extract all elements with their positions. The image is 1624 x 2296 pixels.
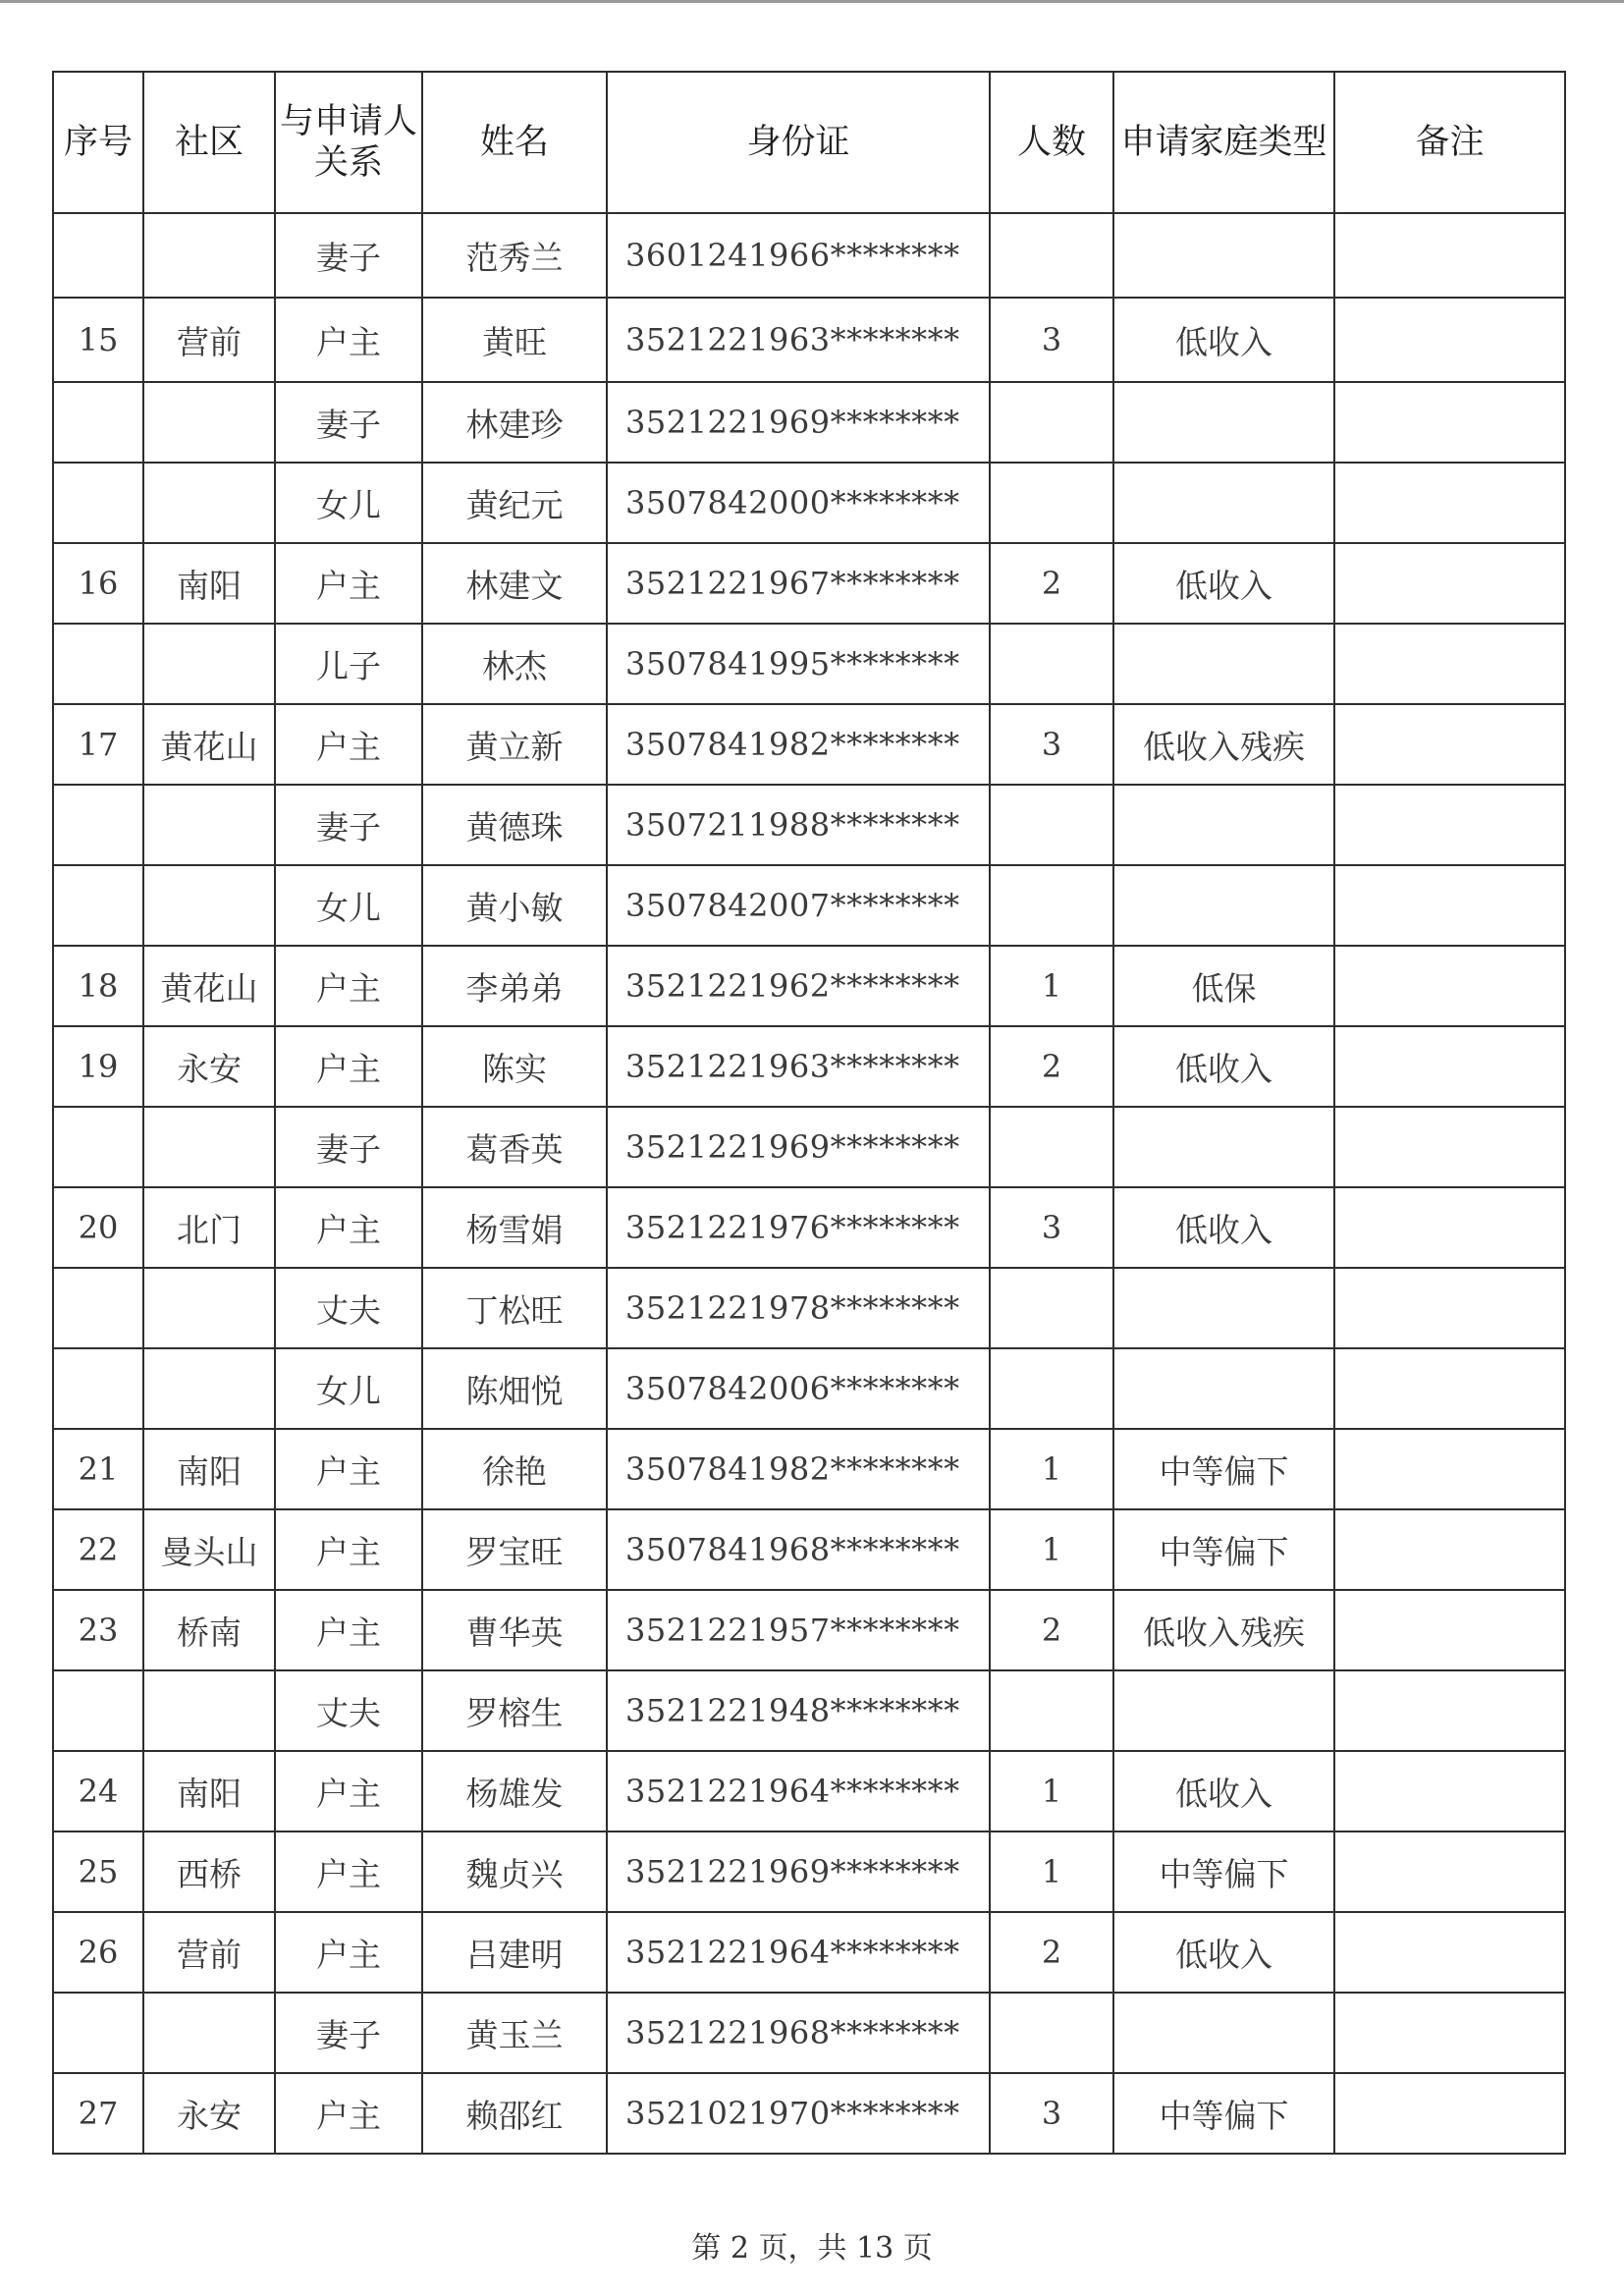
cell-community: [143, 624, 275, 704]
cell-seq: 18: [53, 946, 143, 1026]
cell-community: [143, 382, 275, 463]
cell-seq: 21: [53, 1429, 143, 1509]
cell-relation: 妻子: [275, 213, 422, 298]
cell-seq: [53, 1107, 143, 1187]
cell-seq: 23: [53, 1590, 143, 1670]
cell-remark: [1334, 382, 1565, 463]
cell-count: [990, 463, 1113, 543]
table-row: [53, 2073, 1565, 2154]
cell-count: 2: [990, 543, 1113, 624]
cell-seq: 19: [53, 1026, 143, 1107]
cell-name: 陈畑悦: [422, 1348, 607, 1429]
cell-community: 南阳: [143, 543, 275, 624]
cell-relation: 户主: [275, 298, 422, 382]
cell-name: 杨雪娟: [422, 1187, 607, 1268]
cell-relation: 户主: [275, 543, 422, 624]
cell-community: 黄花山: [143, 704, 275, 785]
cell-seq: 25: [53, 1831, 143, 1912]
cell-relation: 丈夫: [275, 1268, 422, 1348]
cell-family-type: [1113, 382, 1334, 463]
cell-seq: 15: [53, 298, 143, 382]
cell-name: 曹华英: [422, 1590, 607, 1670]
cell-relation: 户主: [275, 946, 422, 1026]
cell-id-card: 3521221957********: [607, 1590, 990, 1670]
cell-count: [990, 1993, 1113, 2073]
cell-seq: [53, 1670, 143, 1751]
cell-seq: [53, 1268, 143, 1348]
table-row: [53, 704, 1565, 785]
table-row: [53, 543, 1565, 624]
cell-count: 1: [990, 1751, 1113, 1831]
cell-id-card: 3507841968********: [607, 1509, 990, 1590]
table-row: [53, 1187, 1565, 1268]
header-family-type: 申请家庭类型: [1113, 72, 1334, 213]
cell-family-type: [1113, 213, 1334, 298]
cell-relation: 户主: [275, 1831, 422, 1912]
cell-seq: 24: [53, 1751, 143, 1831]
table-row: [53, 1348, 1565, 1429]
header-seq: 序号: [53, 72, 143, 213]
cell-name: 李弟弟: [422, 946, 607, 1026]
cell-seq: [53, 785, 143, 865]
cell-remark: [1334, 1670, 1565, 1751]
cell-seq: [53, 213, 143, 298]
table-row: [53, 1751, 1565, 1831]
cell-remark: [1334, 1268, 1565, 1348]
cell-count: 2: [990, 1912, 1113, 1993]
table-row: [53, 624, 1565, 704]
cell-remark: [1334, 1509, 1565, 1590]
cell-remark: [1334, 1187, 1565, 1268]
cell-remark: [1334, 946, 1565, 1026]
cell-relation: 户主: [275, 1751, 422, 1831]
cell-community: 南阳: [143, 1751, 275, 1831]
cell-remark: [1334, 1429, 1565, 1509]
cell-remark: [1334, 1993, 1565, 2073]
cell-family-type: 中等偏下: [1113, 1509, 1334, 1590]
cell-remark: [1334, 1751, 1565, 1831]
table-row: [53, 1509, 1565, 1590]
cell-count: 3: [990, 2073, 1113, 2154]
cell-id-card: 3507841995********: [607, 624, 990, 704]
cell-remark: [1334, 1831, 1565, 1912]
cell-name: 黄立新: [422, 704, 607, 785]
cell-family-type: [1113, 463, 1334, 543]
table-row: [53, 213, 1565, 298]
table-row: [53, 865, 1565, 946]
cell-remark: [1334, 1107, 1565, 1187]
header-id-card: 身份证: [607, 72, 990, 213]
cell-id-card: 3521221963********: [607, 1026, 990, 1107]
cell-relation: 妻子: [275, 382, 422, 463]
cell-family-type: 低收入残疾: [1113, 1590, 1334, 1670]
cell-remark: [1334, 463, 1565, 543]
cell-count: 1: [990, 1429, 1113, 1509]
cell-count: [990, 1670, 1113, 1751]
cell-id-card: 3521221978********: [607, 1268, 990, 1348]
table-row: [53, 1429, 1565, 1509]
cell-id-card: 3521221964********: [607, 1751, 990, 1831]
cell-name: 罗榕生: [422, 1670, 607, 1751]
cell-community: 南阳: [143, 1429, 275, 1509]
cell-name: 黄纪元: [422, 463, 607, 543]
cell-community: [143, 1268, 275, 1348]
cell-count: [990, 213, 1113, 298]
cell-count: 2: [990, 1590, 1113, 1670]
cell-count: 2: [990, 1026, 1113, 1107]
cell-relation: 女儿: [275, 1348, 422, 1429]
cell-id-card: 3507842007********: [607, 865, 990, 946]
cell-relation: 女儿: [275, 463, 422, 543]
cell-seq: [53, 463, 143, 543]
cell-remark: [1334, 298, 1565, 382]
cell-remark: [1334, 785, 1565, 865]
cell-remark: [1334, 213, 1565, 298]
applicant-roster-table: [52, 71, 1566, 2155]
cell-family-type: [1113, 865, 1334, 946]
cell-family-type: 低收入残疾: [1113, 704, 1334, 785]
cell-community: 营前: [143, 1912, 275, 1993]
cell-id-card: 3521221969********: [607, 382, 990, 463]
cell-community: 桥南: [143, 1590, 275, 1670]
cell-relation: 儿子: [275, 624, 422, 704]
cell-seq: 17: [53, 704, 143, 785]
cell-name: 罗宝旺: [422, 1509, 607, 1590]
cell-family-type: [1113, 1268, 1334, 1348]
cell-family-type: 低收入: [1113, 1751, 1334, 1831]
table-row: [53, 946, 1565, 1026]
cell-id-card: 3521221962********: [607, 946, 990, 1026]
cell-remark: [1334, 624, 1565, 704]
table-row: [53, 1831, 1565, 1912]
cell-community: [143, 213, 275, 298]
table-row: [53, 1107, 1565, 1187]
cell-seq: 20: [53, 1187, 143, 1268]
cell-community: 永安: [143, 2073, 275, 2154]
roster-body: [53, 213, 1565, 2154]
cell-family-type: 中等偏下: [1113, 1429, 1334, 1509]
cell-name: 吕建明: [422, 1912, 607, 1993]
cell-id-card: 3601241966********: [607, 213, 990, 298]
cell-seq: 22: [53, 1509, 143, 1590]
cell-id-card: 3521221969********: [607, 1107, 990, 1187]
cell-id-card: 3521021970********: [607, 2073, 990, 2154]
cell-family-type: [1113, 1993, 1334, 2073]
cell-seq: 27: [53, 2073, 143, 2154]
cell-id-card: 3521221968********: [607, 1993, 990, 2073]
cell-remark: [1334, 1026, 1565, 1107]
cell-family-type: [1113, 1670, 1334, 1751]
cell-remark: [1334, 543, 1565, 624]
cell-relation: 女儿: [275, 865, 422, 946]
cell-name: 黄玉兰: [422, 1993, 607, 2073]
cell-id-card: 3521221963********: [607, 298, 990, 382]
cell-name: 杨雄发: [422, 1751, 607, 1831]
cell-remark: [1334, 704, 1565, 785]
cell-relation: 户主: [275, 1187, 422, 1268]
cell-name: 黄德珠: [422, 785, 607, 865]
cell-seq: [53, 1993, 143, 2073]
cell-name: 黄小敏: [422, 865, 607, 946]
cell-family-type: [1113, 785, 1334, 865]
header-count: 人数: [990, 72, 1113, 213]
cell-id-card: 3521221969********: [607, 1831, 990, 1912]
cell-count: [990, 865, 1113, 946]
cell-id-card: 3507842006********: [607, 1348, 990, 1429]
cell-community: [143, 1107, 275, 1187]
cell-count: [990, 624, 1113, 704]
page-footer: 第 2 页，共 13 页: [691, 2231, 933, 2266]
cell-name: 赖邵红: [422, 2073, 607, 2154]
cell-seq: [53, 624, 143, 704]
header-remark: 备注: [1334, 72, 1565, 213]
cell-family-type: 中等偏下: [1113, 2073, 1334, 2154]
cell-count: 3: [990, 1187, 1113, 1268]
table-row: [53, 298, 1565, 382]
cell-family-type: 低收入: [1113, 1912, 1334, 1993]
cell-name: 林杰: [422, 624, 607, 704]
cell-count: [990, 1348, 1113, 1429]
cell-community: [143, 1348, 275, 1429]
table-row: [53, 1590, 1565, 1670]
cell-relation: 户主: [275, 1590, 422, 1670]
cell-relation: 妻子: [275, 1107, 422, 1187]
cell-community: 北门: [143, 1187, 275, 1268]
cell-relation: 户主: [275, 1912, 422, 1993]
cell-relation: 户主: [275, 1509, 422, 1590]
cell-community: [143, 1670, 275, 1751]
table-row: [53, 1993, 1565, 2073]
table-row: [53, 1026, 1565, 1107]
cell-name: 徐艳: [422, 1429, 607, 1509]
cell-community: [143, 785, 275, 865]
table-row: [53, 1670, 1565, 1751]
cell-name: 黄旺: [422, 298, 607, 382]
cell-count: [990, 382, 1113, 463]
cell-name: 魏贞兴: [422, 1831, 607, 1912]
cell-family-type: 低收入: [1113, 1026, 1334, 1107]
cell-family-type: [1113, 1107, 1334, 1187]
cell-id-card: 3521221948********: [607, 1670, 990, 1751]
cell-count: 1: [990, 1831, 1113, 1912]
table-row: [53, 1268, 1565, 1348]
header-community: 社区: [143, 72, 275, 213]
cell-name: 林建文: [422, 543, 607, 624]
cell-remark: [1334, 1590, 1565, 1670]
cell-count: 1: [990, 1509, 1113, 1590]
cell-remark: [1334, 2073, 1565, 2154]
cell-community: 营前: [143, 298, 275, 382]
cell-relation: 户主: [275, 704, 422, 785]
cell-name: 葛香英: [422, 1107, 607, 1187]
cell-name: 陈实: [422, 1026, 607, 1107]
cell-relation: 妻子: [275, 785, 422, 865]
cell-relation: 户主: [275, 1026, 422, 1107]
cell-id-card: 3521221967********: [607, 543, 990, 624]
cell-community: [143, 1993, 275, 2073]
cell-community: [143, 463, 275, 543]
cell-family-type: 低保: [1113, 946, 1334, 1026]
cell-relation: 户主: [275, 1429, 422, 1509]
cell-id-card: 3521221964********: [607, 1912, 990, 1993]
cell-relation: 妻子: [275, 1993, 422, 2073]
table-row: [53, 1912, 1565, 1993]
cell-remark: [1334, 1348, 1565, 1429]
cell-count: [990, 1268, 1113, 1348]
cell-count: [990, 785, 1113, 865]
cell-id-card: 3507842000********: [607, 463, 990, 543]
cell-count: [990, 1107, 1113, 1187]
cell-family-type: [1113, 624, 1334, 704]
cell-id-card: 3507841982********: [607, 1429, 990, 1509]
header-row: [53, 72, 1565, 213]
header-name: 姓名: [422, 72, 607, 213]
cell-family-type: 低收入: [1113, 543, 1334, 624]
top-scan-edge: [0, 0, 1624, 3]
cell-relation: 丈夫: [275, 1670, 422, 1751]
cell-seq: 26: [53, 1912, 143, 1993]
table-row: [53, 785, 1565, 865]
cell-name: 范秀兰: [422, 213, 607, 298]
cell-name: 丁松旺: [422, 1268, 607, 1348]
cell-seq: [53, 382, 143, 463]
cell-seq: [53, 865, 143, 946]
cell-community: 永安: [143, 1026, 275, 1107]
header-relation: 与申请人关系: [275, 72, 422, 213]
table-row: [53, 382, 1565, 463]
cell-relation: 户主: [275, 2073, 422, 2154]
cell-family-type: 低收入: [1113, 298, 1334, 382]
cell-community: 西桥: [143, 1831, 275, 1912]
cell-seq: [53, 1348, 143, 1429]
cell-community: [143, 865, 275, 946]
cell-count: 3: [990, 704, 1113, 785]
cell-seq: 16: [53, 543, 143, 624]
cell-id-card: 3507841982********: [607, 704, 990, 785]
cell-name: 林建珍: [422, 382, 607, 463]
cell-count: 3: [990, 298, 1113, 382]
cell-remark: [1334, 865, 1565, 946]
cell-community: 曼头山: [143, 1509, 275, 1590]
cell-count: 1: [990, 946, 1113, 1026]
table-row: [53, 463, 1565, 543]
cell-remark: [1334, 1912, 1565, 1993]
cell-id-card: 3507211988********: [607, 785, 990, 865]
cell-family-type: [1113, 1348, 1334, 1429]
cell-id-card: 3521221976********: [607, 1187, 990, 1268]
cell-community: 黄花山: [143, 946, 275, 1026]
cell-family-type: 低收入: [1113, 1187, 1334, 1268]
cell-family-type: 中等偏下: [1113, 1831, 1334, 1912]
